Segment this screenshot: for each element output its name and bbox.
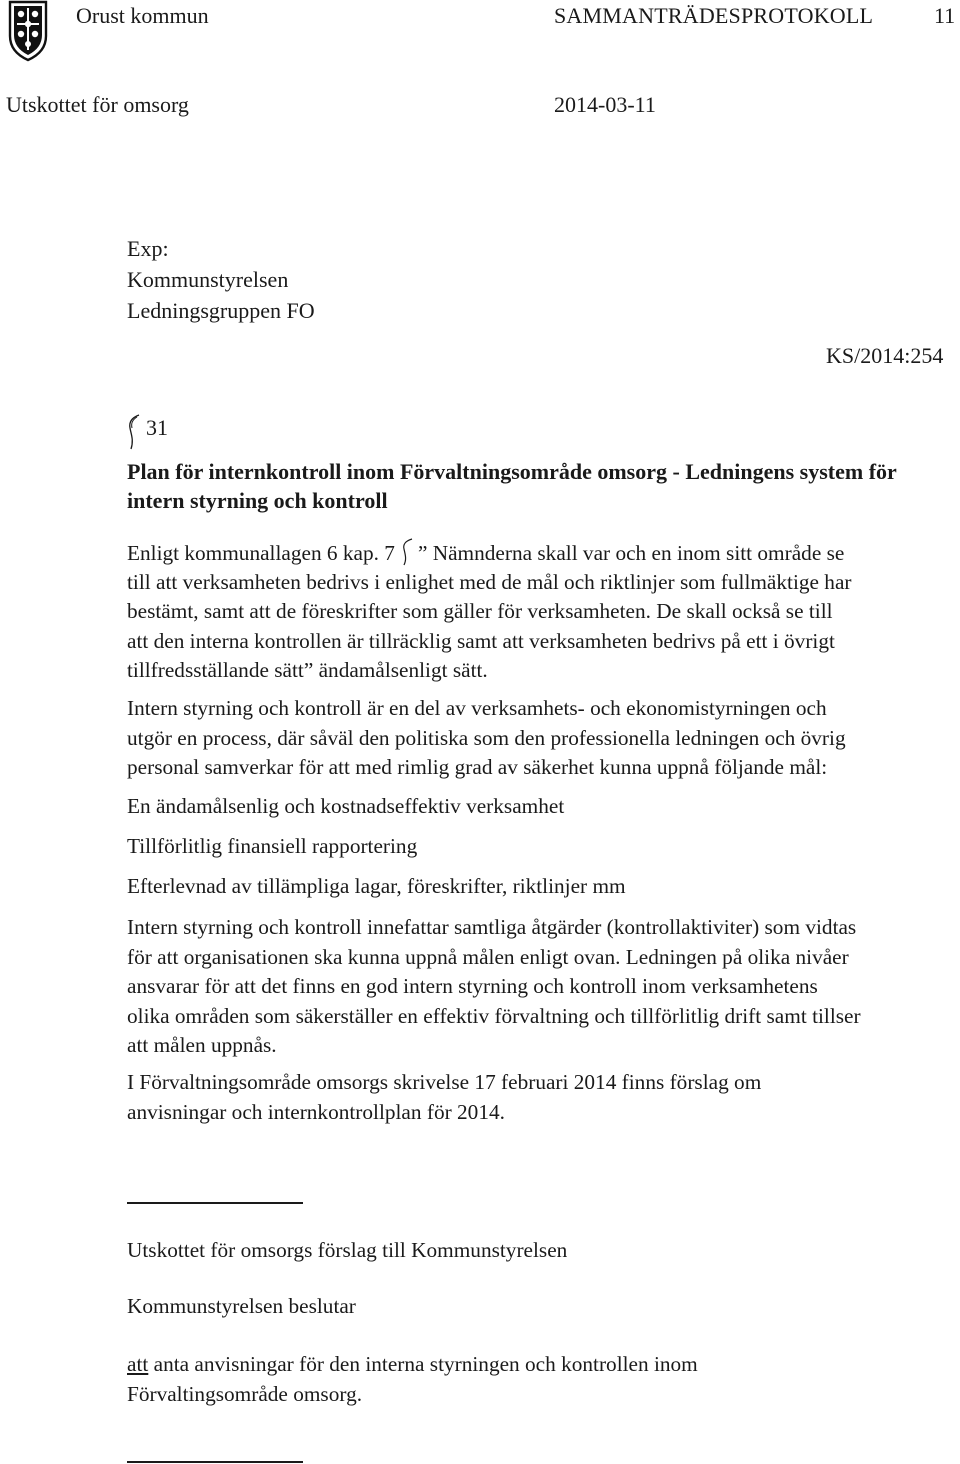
goal-text: En ändamålsenlig och kostnadseffektiv verksamhet — [127, 794, 565, 818]
text-line: tillfredsställande sätt” ändamålsenligt sätt. — [127, 658, 488, 682]
meeting-date: 2014-03-11 — [554, 92, 656, 117]
text-line: bestämt, samt att de föreskrifter som gäller för verksamheten. De skall också se till — [127, 599, 833, 623]
page-number: 11 — [934, 3, 956, 28]
decision-text — [127, 1350, 960, 1409]
exp-label: Exp: — [127, 236, 169, 261]
quote-text: Nämnderna skall var och en inom sitt område se — [432, 541, 845, 565]
goal-text: Tillförlitlig finansiell rapportering — [127, 834, 418, 858]
text-line: olika områden som säkerställer en effektiv förvaltning och tillförlitlig drift samt tillser — [127, 1003, 861, 1028]
paragraph-scope — [127, 913, 960, 1061]
section-sign-icon — [401, 538, 414, 566]
municipality-coat-of-arms-icon — [8, 0, 48, 62]
text-line: I Förvaltningsområde omsorgs skrivelse 17 februari 2014 finns förslag om — [127, 1070, 762, 1094]
goal-item — [127, 792, 960, 822]
case-number: KS/2014:254 — [826, 343, 944, 368]
section-number: 31 — [146, 415, 168, 440]
divider — [127, 1461, 303, 1463]
text-line: att målen uppnås. — [127, 1033, 277, 1057]
text-line — [127, 1350, 960, 1380]
divider — [127, 1202, 303, 1204]
att-keyword: att — [127, 1352, 149, 1376]
section-sign-icon — [127, 414, 141, 450]
text-line: personal samverkar för att med rimlig grad av säkerhet kunna uppnå följande mål: — [127, 755, 828, 779]
goal-item — [127, 872, 960, 902]
proposal-heading-text: Utskottet för omsorgs förslag till Kommunstyrelsen — [127, 1238, 568, 1262]
text-line: Intern styrning och kontroll är en del av verksamhets- och ekonomistyrningen och — [127, 696, 827, 720]
law-reference-text: Enligt kommunallagen 6 kap. 7 — [127, 541, 395, 565]
goal-text: Efterlevnad av tillämpliga lagar, föreskrifter, riktlinjer mm — [127, 874, 626, 898]
section-title: Plan för internkontroll inom Förvaltningsområde omsorg - Ledningens system för intern styrning och kontroll — [127, 459, 897, 513]
text-line: Förvaltingsområde omsorg. — [127, 1381, 363, 1406]
committee-name: Utskottet för omsorg — [6, 92, 189, 117]
text-line: för att organisationen ska kunna uppnå målen enligt ovan. Ledningen på olika nivåer — [127, 944, 849, 969]
text-line: att den interna kontrollen är tillräcklig samt att verksamheten bedrivs på ett i övrigt — [127, 628, 835, 653]
municipality-name: Orust kommun — [76, 3, 209, 28]
text-line: utgör en process, där såväl den politiska som den professionella ledningen och övrig — [127, 725, 846, 750]
decision-heading-text: Kommunstyrelsen beslutar — [127, 1294, 356, 1318]
paragraph-law-reference — [127, 538, 960, 686]
goal-item — [127, 832, 960, 862]
text-line: anvisningar och internkontrollplan för 2014. — [127, 1099, 505, 1124]
text-line: Intern styrning och kontroll innefattar samtliga åtgärder (kontrollaktiviter) som vidtas — [127, 915, 857, 939]
exp-recipient: Ledningsgruppen FO — [127, 298, 315, 323]
exp-recipient: Kommunstyrelsen — [127, 267, 289, 292]
decision-heading — [127, 1292, 960, 1322]
protocol-title: SAMMANTRÄDESPROTOKOLL — [554, 3, 874, 28]
text-line: ansvarar för att det finns en god intern styrning och kontroll inom verksamhetens — [127, 974, 818, 998]
decision-clause: anta anvisningar för den interna styrningen och kontrollen inom — [148, 1352, 698, 1376]
text-line: till att verksamheten bedrivs i enlighet med de mål och riktlinjer som fullmäktige har — [127, 569, 852, 594]
text-line: Enligt kommunallagen 6 kap. 7 ” Nämnderna skall var och en inom sitt område se — [127, 538, 960, 568]
paragraph-proposal-reference — [127, 1068, 960, 1127]
paragraph-definition — [127, 694, 960, 783]
distribution-list — [127, 233, 315, 326]
proposal-heading — [127, 1236, 960, 1266]
